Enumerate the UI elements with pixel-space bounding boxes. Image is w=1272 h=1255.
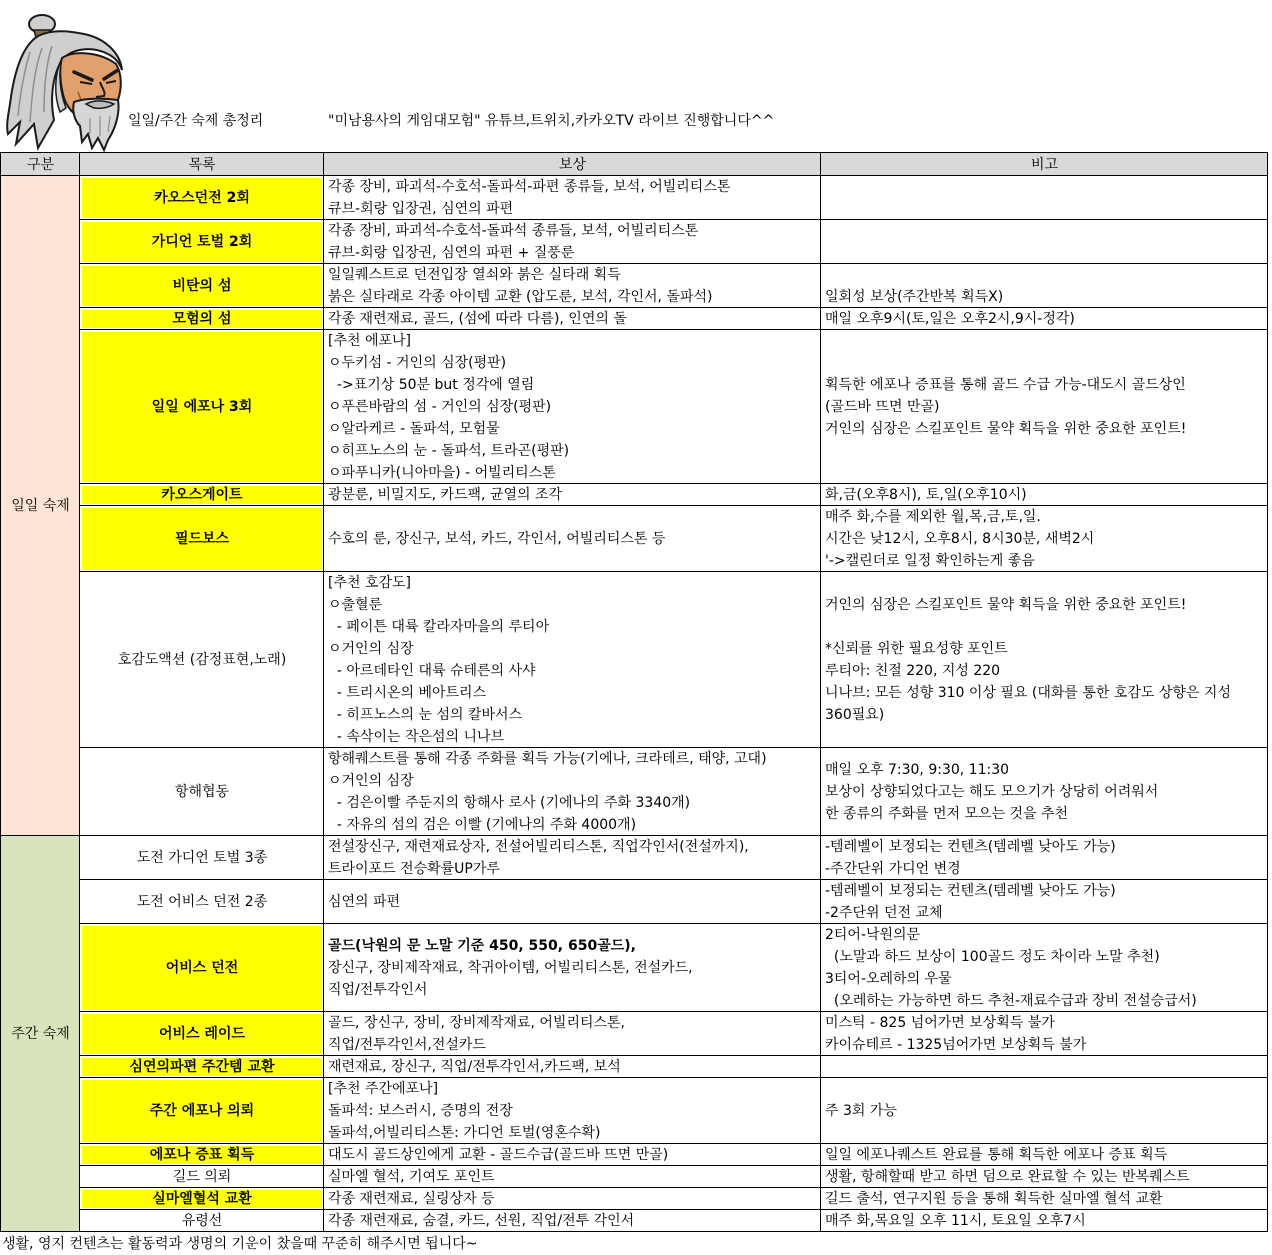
note-line: 2티어-낙원의문 <box>825 927 921 943</box>
stream-announcement: "미남용사의 게임대모험" 유튜브,트위치,카카오TV 라이브 진행합니다^^ <box>328 113 775 129</box>
column-header-category <box>1 153 80 176</box>
reward-cell <box>324 572 821 748</box>
reward-line: 일일퀘스트로 던전입장 열쇠와 붉은 실타래 획득 <box>328 267 621 283</box>
item-cell <box>80 220 324 264</box>
table-row <box>80 1078 1268 1144</box>
reward-line: 대도시 골드상인에게 교환 - 골드수급(골드바 뜨면 만골) <box>328 1147 669 1163</box>
table-row <box>80 1166 1268 1188</box>
note-line: -템레벨이 보정되는 컨텐츠(템레벨 낮아도 가능) <box>825 839 1116 855</box>
item-cell <box>80 1012 324 1056</box>
page-title: 일일/주간 숙제 총정리 <box>128 113 264 129</box>
note-cell <box>821 506 1268 572</box>
item-cell <box>80 1144 324 1166</box>
note-line: -주간단위 가디언 변경 <box>825 861 961 877</box>
item-label: 실마엘혈석 교환 <box>152 1191 252 1207</box>
note-cell <box>821 330 1268 484</box>
note-cell <box>821 1166 1268 1188</box>
reward-cell <box>324 1210 821 1232</box>
reward-line: 실마엘 혈석, 기여도 포인트 <box>328 1169 495 1185</box>
item-cell <box>80 484 324 506</box>
item-cell <box>80 506 324 572</box>
reward-line: [추천 주간에포나] <box>328 1081 439 1097</box>
item-label: 비탄의 섬 <box>172 278 232 294</box>
column-header-note <box>821 153 1268 176</box>
homework-table <box>0 152 1268 1232</box>
reward-line: [추천 에포나] <box>328 333 411 349</box>
table-row <box>80 1210 1268 1232</box>
reward-line: 직업/전투각인서 <box>328 982 428 998</box>
note-line: 카이슈테르 - 1325넘어가면 보상획득 불가 <box>825 1037 1087 1053</box>
note-cell <box>821 880 1268 924</box>
note-line: -2주단위 던전 교체 <box>825 905 943 921</box>
note-line: 일일 에포나퀘스트 완료를 통해 획득한 에포나 증표 획득 <box>825 1147 1168 1163</box>
reward-line: 전설장신구, 재련재료상자, 전설어빌리티스톤, 직업각인서(전설까지), <box>328 839 749 855</box>
item-cell <box>80 836 324 880</box>
reward-line: 광분룬, 비밀지도, 카드팩, 균열의 조각 <box>328 487 563 503</box>
reward-cell <box>324 880 821 924</box>
reward-line: 붉은 실타래로 각종 아이템 교환 (압도룬, 보석, 각인서, 돌파석) <box>328 289 713 305</box>
table-row <box>80 1012 1268 1056</box>
reward-line: ㅇ거인의 심장 <box>328 641 414 657</box>
reward-cell <box>324 1078 821 1144</box>
item-cell <box>80 1188 324 1210</box>
bearded-warrior-icon <box>4 12 126 152</box>
reward-cell <box>324 1144 821 1166</box>
item-label: 유령선 <box>181 1213 223 1229</box>
note-cell <box>821 572 1268 748</box>
reward-line: ㅇ거인의 심장 <box>328 773 414 789</box>
item-label: 일일 에포나 3회 <box>151 399 253 415</box>
reward-line: 각종 장비, 파괴석-수호석-돌파석-파편 종류들, 보석, 어빌리티스톤 <box>328 179 731 195</box>
reward-line: - 아르데타인 대륙 슈테른의 사샤 <box>328 663 536 679</box>
note-line: 3티어-오레하의 우물 <box>825 971 952 987</box>
note-cell <box>821 220 1268 264</box>
item-cell <box>80 924 324 1012</box>
column-header-label: 구분 <box>26 156 55 173</box>
reward-line: 돌파석,어빌리티스톤: 가디언 토벌(영혼수확) <box>328 1125 601 1141</box>
item-label: 주간 에포나 의뢰 <box>149 1103 255 1119</box>
item-cell <box>80 1210 324 1232</box>
reward-line: ->표기상 50분 but 정각에 열림 <box>328 377 535 393</box>
note-line: 매주 화,수를 제외한 월,목,금,토,일. <box>825 509 1041 525</box>
note-cell <box>821 308 1268 330</box>
note-line: 생활, 항해할때 받고 하면 덤으로 완료할 수 있는 반복퀘스트 <box>825 1169 1190 1185</box>
table-row <box>80 748 1268 836</box>
reward-line: - 페이튼 대륙 칼라자마을의 루티아 <box>328 619 550 635</box>
reward-line: 심연의 파편 <box>328 894 401 910</box>
note-cell <box>821 748 1268 836</box>
note-line: 루티아: 친절 220, 지성 220 <box>825 663 1001 679</box>
reward-line: ㅇ출혈룬 <box>328 597 383 613</box>
reward-line: ㅇ푸른바람의 섬 - 거인의 심장(평판) <box>328 399 552 415</box>
section-label-text: 주간 숙제 <box>11 1026 70 1042</box>
note-line: 거인의 심장은 스킬포인트 물약 획득을 위한 중요한 포인트! <box>825 597 1187 613</box>
reward-cell <box>324 176 821 220</box>
note-line: *신뢰를 위한 필요성향 포인트 <box>825 641 1008 657</box>
reward-line: - 검은이빨 주둔지의 항해사 로사 (기에나의 주화 3340개) <box>328 795 691 811</box>
note-line: 보상이 상향되었다고는 해도 모으기가 상당히 어려워서 <box>825 784 1159 800</box>
item-cell <box>80 176 324 220</box>
note-line: 거인의 심장은 스킬포인트 물약 획득을 위한 중요한 포인트! <box>825 421 1187 437</box>
note-line: 길드 출석, 연구지원 등을 통해 획득한 실마엘 혈석 교환 <box>825 1191 1163 1207</box>
item-cell <box>80 264 324 308</box>
column-header-label: 보상 <box>558 156 587 173</box>
reward-line: ㅇ두키섬 - 거인의 심장(평판) <box>328 355 507 371</box>
note-cell <box>821 1210 1268 1232</box>
reward-line: - 히프노스의 눈 섬의 칼바서스 <box>328 707 523 723</box>
reward-line: 항해퀘스트를 통해 각종 주화를 획득 가능(기에나, 크라테르, 태양, 고대) <box>328 751 767 767</box>
reward-cell <box>324 924 821 1012</box>
item-label: 카오스던전 2회 <box>154 190 250 206</box>
reward-cell <box>324 506 821 572</box>
note-line: (노말과 하드 보상이 100골드 정도 차이라 노말 추천) <box>825 949 1160 965</box>
reward-line: ㅇ히프노스의 눈 - 돌파석, 트라곤(평판) <box>328 443 570 459</box>
item-cell <box>80 330 324 484</box>
note-cell <box>821 1012 1268 1056</box>
table-row <box>80 1188 1268 1210</box>
table-row <box>80 506 1268 572</box>
table-row <box>80 330 1268 484</box>
note-cell <box>821 924 1268 1012</box>
column-header-label: 비고 <box>1030 156 1059 173</box>
reward-cell <box>324 1188 821 1210</box>
reward-line: 골드(낙원의 문 노말 기준 450, 550, 650골드), <box>328 938 636 954</box>
item-label: 에포나 증표 획득 <box>149 1147 255 1163</box>
reward-line: 장신구, 장비제작재료, 착귀아이템, 어빌리티스톤, 전설카드, <box>328 960 693 976</box>
column-header-item <box>80 153 324 176</box>
item-label: 모험의 섬 <box>172 311 232 327</box>
note-line: 미스틱 - 825 넘어가면 보상획득 불가 <box>825 1015 1055 1031</box>
note-cell <box>821 1144 1268 1166</box>
reward-line: 각종 장비, 파괴석-수호석-돌파석 종류들, 보석, 어빌리티스톤 <box>328 223 699 239</box>
note-cell <box>821 1056 1268 1078</box>
item-label: 가디언 토벌 2회 <box>151 234 253 250</box>
column-header-reward <box>324 153 821 176</box>
reward-cell <box>324 748 821 836</box>
note-line: (오레하는 가능하면 하드 추천-재료수급과 장비 전설승급서) <box>825 993 1197 1009</box>
reward-cell <box>324 484 821 506</box>
reward-line: [추천 호감도] <box>328 575 411 591</box>
reward-cell <box>324 836 821 880</box>
table-row <box>80 924 1268 1012</box>
reward-line: 각종 재련재료, 실링상자 등 <box>328 1191 495 1207</box>
note-line: 화,금(오후8시), 토,일(오후10시) <box>825 487 1027 503</box>
note-line: '->캘린더로 일정 확인하는게 좋음 <box>825 553 1035 569</box>
reward-cell <box>324 1012 821 1056</box>
note-cell <box>821 1078 1268 1144</box>
item-label: 도전 어비스 던전 2종 <box>136 894 268 910</box>
reward-line: 직업/전투각인서,전설카드 <box>328 1037 486 1053</box>
reward-cell <box>324 220 821 264</box>
reward-line: 재련재료, 장신구, 직업/전투각인서,카드팩, 보석 <box>328 1059 621 1075</box>
reward-line: 트라이포드 전승확률UP가루 <box>328 861 500 877</box>
note-line: (골드바 뜨면 만골) <box>825 399 940 415</box>
item-label: 심연의파편 주간템 교환 <box>129 1059 275 1075</box>
table-row <box>80 264 1268 308</box>
item-label: 어비스 레이드 <box>158 1026 246 1042</box>
table-row <box>80 220 1268 264</box>
note-cell <box>821 1188 1268 1210</box>
item-label: 길드 의뢰 <box>172 1169 232 1185</box>
item-label: 필드보스 <box>174 531 230 547</box>
item-label: 어비스 던전 <box>165 960 239 976</box>
table-row <box>80 880 1268 924</box>
table-row <box>80 176 1268 220</box>
section-label <box>1 176 80 836</box>
table-row <box>80 308 1268 330</box>
item-label: 항해협동 <box>174 784 230 800</box>
note-line: 매주 화,목요일 오후 11시, 토요일 오후7시 <box>825 1213 1086 1229</box>
table-row <box>80 1056 1268 1078</box>
table-row <box>80 572 1268 748</box>
footer-note: 생활, 영지 컨텐츠는 활동력과 생명의 기운이 찼을때 꾸준히 해주시면 됩니다~ <box>2 1236 478 1252</box>
note-cell <box>821 264 1268 308</box>
section-label-text: 일일 숙제 <box>11 498 70 514</box>
reward-line: 돌파석: 보스러시, 증명의 전장 <box>328 1103 513 1119</box>
note-cell <box>821 836 1268 880</box>
item-cell <box>80 1056 324 1078</box>
note-line: 한 종류의 주화를 먼저 모으는 것을 추천 <box>825 806 1069 822</box>
reward-line: ㅇ알라케르 - 돌파석, 모험물 <box>328 421 500 437</box>
reward-line: 큐브-회랑 입장권, 심연의 파편 + 질풍룬 <box>328 245 575 261</box>
reward-line: 각종 재련재료, 골드, (섬에 따라 다름), 인연의 돌 <box>328 311 627 327</box>
note-line: 시간은 낮12시, 오후8시, 8시30분, 새벽2시 <box>825 531 1095 547</box>
note-line: 360필요) <box>825 707 885 723</box>
column-header-label: 목록 <box>188 156 216 173</box>
reward-line: - 트리시온의 베아트리스 <box>328 685 487 701</box>
reward-cell <box>324 330 821 484</box>
note-line: 매일 오후 7:30, 9:30, 11:30 <box>825 762 1010 778</box>
item-cell <box>80 748 324 836</box>
reward-cell <box>324 1056 821 1078</box>
reward-line: - 속삭이는 작은섬의 니나브 <box>328 729 505 745</box>
note-cell <box>821 176 1268 220</box>
note-line: 매일 오후9시(토,일은 오후2시,9시-정각) <box>825 311 1075 327</box>
reward-cell <box>324 308 821 330</box>
item-cell <box>80 1078 324 1144</box>
note-line: 주 3회 가능 <box>825 1103 897 1119</box>
reward-cell <box>324 1166 821 1188</box>
reward-line: ㅇ파푸니카(니아마을) - 어빌리티스톤 <box>328 465 556 481</box>
note-line: 획득한 에포나 증표를 통해 골드 수급 가능-대도시 골드상인 <box>825 377 1186 393</box>
item-cell <box>80 308 324 330</box>
reward-line: 큐브-회랑 입장권, 심연의 파편 <box>328 201 514 217</box>
item-cell <box>80 880 324 924</box>
note-line: 니나브: 모든 성향 310 이상 필요 (대화를 통한 호감도 상향은 지성 <box>825 685 1231 701</box>
note-line: 일회성 보상(주간반복 획득X) <box>825 289 1004 305</box>
item-label: 도전 가디언 토벌 3종 <box>136 850 268 866</box>
reward-line: 수호의 룬, 장신구, 보석, 카드, 각인서, 어빌리티스톤 등 <box>328 531 666 547</box>
reward-cell <box>324 264 821 308</box>
reward-line: 골드, 장신구, 장비, 장비제작재료, 어빌리티스톤, <box>328 1015 626 1031</box>
table-row <box>80 836 1268 880</box>
note-line: -템레벨이 보정되는 컨텐츠(템레벨 낮아도 가능) <box>825 883 1116 899</box>
reward-line: - 자유의 섬의 검은 이빨 (기에나의 주화 4000개) <box>328 817 637 833</box>
item-label: 호감도액션 (감정표현,노래) <box>117 652 287 668</box>
section-label <box>1 836 80 1232</box>
note-cell <box>821 484 1268 506</box>
reward-line: 각종 재련재료, 숨결, 카드, 선원, 직업/전투 각인서 <box>328 1213 635 1229</box>
table-row <box>80 484 1268 506</box>
item-label: 카오스게이트 <box>161 487 243 503</box>
table-row <box>80 1144 1268 1166</box>
item-cell <box>80 1166 324 1188</box>
item-cell <box>80 572 324 748</box>
